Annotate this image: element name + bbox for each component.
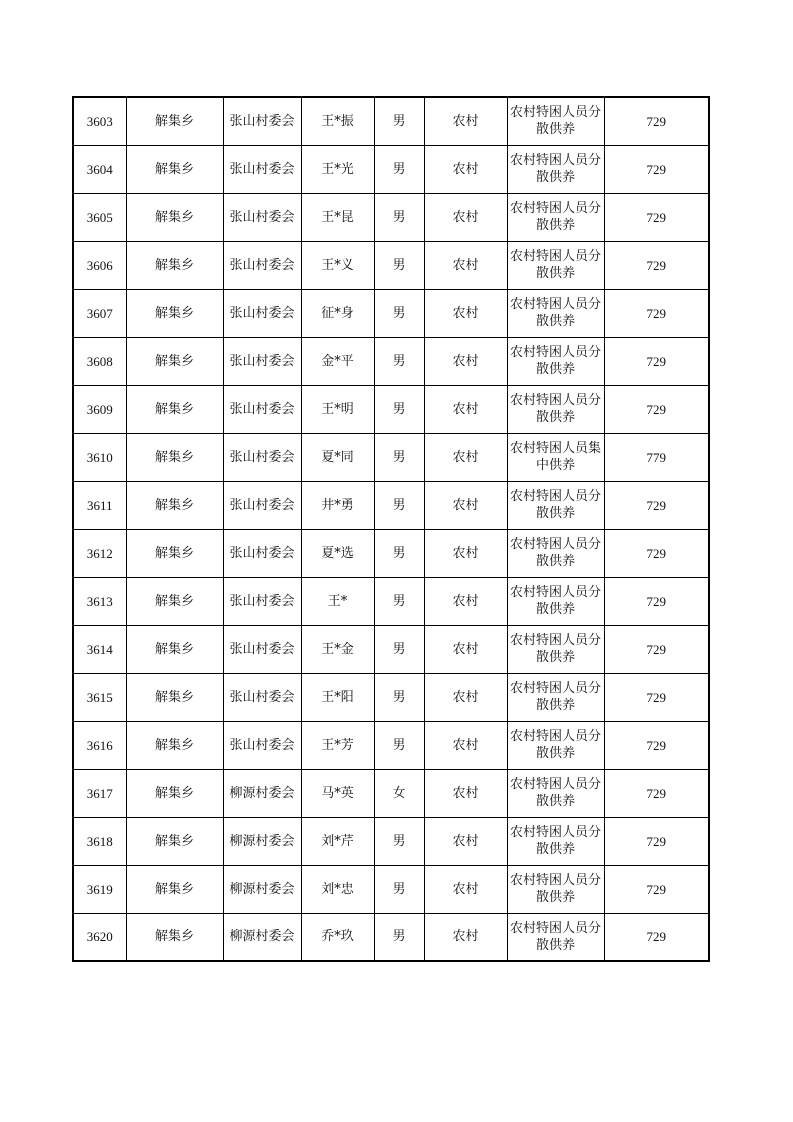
village-cell: 张山村委会: [223, 145, 301, 193]
amount-cell: 729: [604, 145, 709, 193]
row-number-cell: 3614: [73, 625, 126, 673]
amount-cell: 729: [604, 289, 709, 337]
area-type-cell: 农村: [424, 337, 507, 385]
table-row: [73, 241, 709, 289]
area-type-cell: 农村: [424, 913, 507, 961]
gender-cell: 男: [374, 481, 424, 529]
name-cell: 王*光: [301, 145, 374, 193]
gender-cell: 男: [374, 529, 424, 577]
gender-cell: 男: [374, 337, 424, 385]
amount-cell: 729: [604, 241, 709, 289]
township-cell: 解集乡: [126, 625, 223, 673]
table-row: [73, 433, 709, 481]
village-cell: 张山村委会: [223, 577, 301, 625]
area-type-cell: 农村: [424, 817, 507, 865]
table-row: [73, 385, 709, 433]
area-type-cell: 农村: [424, 97, 507, 145]
table-row: [73, 673, 709, 721]
village-cell: 柳源村委会: [223, 817, 301, 865]
name-cell: 刘*忠: [301, 865, 374, 913]
row-number-cell: 3603: [73, 97, 126, 145]
township-cell: 解集乡: [126, 337, 223, 385]
category-cell: 农村特困人员分散供养: [507, 769, 604, 817]
area-type-cell: 农村: [424, 145, 507, 193]
area-type-cell: 农村: [424, 385, 507, 433]
village-cell: 张山村委会: [223, 625, 301, 673]
table-row: [73, 289, 709, 337]
category-cell: 农村特困人员分散供养: [507, 913, 604, 961]
village-cell: 张山村委会: [223, 97, 301, 145]
township-cell: 解集乡: [126, 817, 223, 865]
table-body: [73, 97, 709, 961]
amount-cell: 729: [604, 385, 709, 433]
area-type-cell: 农村: [424, 433, 507, 481]
category-cell: 农村特困人员分散供养: [507, 721, 604, 769]
village-cell: 张山村委会: [223, 241, 301, 289]
table-row: [73, 625, 709, 673]
township-cell: 解集乡: [126, 865, 223, 913]
village-cell: 张山村委会: [223, 289, 301, 337]
table-row: [73, 721, 709, 769]
gender-cell: 女: [374, 769, 424, 817]
row-number-cell: 3609: [73, 385, 126, 433]
area-type-cell: 农村: [424, 193, 507, 241]
gender-cell: 男: [374, 97, 424, 145]
village-cell: 张山村委会: [223, 721, 301, 769]
row-number-cell: 3619: [73, 865, 126, 913]
amount-cell: 729: [604, 817, 709, 865]
gender-cell: 男: [374, 625, 424, 673]
name-cell: 王*明: [301, 385, 374, 433]
township-cell: 解集乡: [126, 241, 223, 289]
category-cell: 农村特困人员分散供养: [507, 625, 604, 673]
category-cell: 农村特困人员分散供养: [507, 577, 604, 625]
area-type-cell: 农村: [424, 721, 507, 769]
row-number-cell: 3611: [73, 481, 126, 529]
township-cell: 解集乡: [126, 289, 223, 337]
gender-cell: 男: [374, 721, 424, 769]
area-type-cell: 农村: [424, 481, 507, 529]
township-cell: 解集乡: [126, 385, 223, 433]
row-number-cell: 3613: [73, 577, 126, 625]
name-cell: 王*阳: [301, 673, 374, 721]
amount-cell: 729: [604, 673, 709, 721]
village-cell: 张山村委会: [223, 193, 301, 241]
category-cell: 农村特困人员分散供养: [507, 529, 604, 577]
area-type-cell: 农村: [424, 241, 507, 289]
name-cell: 王*芳: [301, 721, 374, 769]
row-number-cell: 3608: [73, 337, 126, 385]
township-cell: 解集乡: [126, 433, 223, 481]
name-cell: 王*振: [301, 97, 374, 145]
name-cell: 乔*玖: [301, 913, 374, 961]
table-row: [73, 97, 709, 145]
village-cell: 张山村委会: [223, 529, 301, 577]
table-row: [73, 913, 709, 961]
row-number-cell: 3620: [73, 913, 126, 961]
township-cell: 解集乡: [126, 913, 223, 961]
township-cell: 解集乡: [126, 721, 223, 769]
table-row: [73, 865, 709, 913]
village-cell: 张山村委会: [223, 385, 301, 433]
row-number-cell: 3606: [73, 241, 126, 289]
table-row: [73, 817, 709, 865]
records-table: [72, 96, 710, 962]
area-type-cell: 农村: [424, 769, 507, 817]
table-row: [73, 769, 709, 817]
area-type-cell: 农村: [424, 865, 507, 913]
category-cell: 农村特困人员分散供养: [507, 673, 604, 721]
name-cell: 王*: [301, 577, 374, 625]
township-cell: 解集乡: [126, 193, 223, 241]
amount-cell: 729: [604, 577, 709, 625]
township-cell: 解集乡: [126, 577, 223, 625]
row-number-cell: 3615: [73, 673, 126, 721]
name-cell: 王*昆: [301, 193, 374, 241]
category-cell: 农村特困人员分散供养: [507, 385, 604, 433]
amount-cell: 729: [604, 769, 709, 817]
area-type-cell: 农村: [424, 529, 507, 577]
table-row: [73, 193, 709, 241]
gender-cell: 男: [374, 193, 424, 241]
row-number-cell: 3607: [73, 289, 126, 337]
category-cell: 农村特困人员分散供养: [507, 817, 604, 865]
gender-cell: 男: [374, 145, 424, 193]
amount-cell: 729: [604, 481, 709, 529]
table-row: [73, 145, 709, 193]
township-cell: 解集乡: [126, 481, 223, 529]
area-type-cell: 农村: [424, 625, 507, 673]
gender-cell: 男: [374, 817, 424, 865]
table-row: [73, 481, 709, 529]
amount-cell: 729: [604, 865, 709, 913]
gender-cell: 男: [374, 673, 424, 721]
area-type-cell: 农村: [424, 289, 507, 337]
name-cell: 夏*同: [301, 433, 374, 481]
amount-cell: 729: [604, 721, 709, 769]
amount-cell: 729: [604, 529, 709, 577]
row-number-cell: 3618: [73, 817, 126, 865]
village-cell: 张山村委会: [223, 481, 301, 529]
category-cell: 农村特困人员分散供养: [507, 97, 604, 145]
gender-cell: 男: [374, 577, 424, 625]
category-cell: 农村特困人员分散供养: [507, 337, 604, 385]
amount-cell: 729: [604, 97, 709, 145]
area-type-cell: 农村: [424, 673, 507, 721]
name-cell: 征*身: [301, 289, 374, 337]
name-cell: 王*金: [301, 625, 374, 673]
amount-cell: 729: [604, 337, 709, 385]
table-row: [73, 529, 709, 577]
category-cell: 农村特困人员集中供养: [507, 433, 604, 481]
name-cell: 刘*芹: [301, 817, 374, 865]
name-cell: 王*义: [301, 241, 374, 289]
village-cell: 柳源村委会: [223, 913, 301, 961]
category-cell: 农村特困人员分散供养: [507, 145, 604, 193]
amount-cell: 779: [604, 433, 709, 481]
gender-cell: 男: [374, 289, 424, 337]
village-cell: 张山村委会: [223, 433, 301, 481]
township-cell: 解集乡: [126, 529, 223, 577]
name-cell: 金*平: [301, 337, 374, 385]
row-number-cell: 3617: [73, 769, 126, 817]
village-cell: 柳源村委会: [223, 769, 301, 817]
township-cell: 解集乡: [126, 673, 223, 721]
township-cell: 解集乡: [126, 145, 223, 193]
row-number-cell: 3612: [73, 529, 126, 577]
category-cell: 农村特困人员分散供养: [507, 865, 604, 913]
township-cell: 解集乡: [126, 97, 223, 145]
gender-cell: 男: [374, 385, 424, 433]
row-number-cell: 3610: [73, 433, 126, 481]
village-cell: 张山村委会: [223, 337, 301, 385]
amount-cell: 729: [604, 913, 709, 961]
row-number-cell: 3604: [73, 145, 126, 193]
row-number-cell: 3605: [73, 193, 126, 241]
gender-cell: 男: [374, 913, 424, 961]
amount-cell: 729: [604, 625, 709, 673]
name-cell: 马*英: [301, 769, 374, 817]
township-cell: 解集乡: [126, 769, 223, 817]
category-cell: 农村特困人员分散供养: [507, 193, 604, 241]
category-cell: 农村特困人员分散供养: [507, 481, 604, 529]
amount-cell: 729: [604, 193, 709, 241]
gender-cell: 男: [374, 865, 424, 913]
village-cell: 张山村委会: [223, 673, 301, 721]
village-cell: 柳源村委会: [223, 865, 301, 913]
category-cell: 农村特困人员分散供养: [507, 289, 604, 337]
table-row: [73, 337, 709, 385]
gender-cell: 男: [374, 241, 424, 289]
table-row: [73, 577, 709, 625]
row-number-cell: 3616: [73, 721, 126, 769]
category-cell: 农村特困人员分散供养: [507, 241, 604, 289]
name-cell: 夏*选: [301, 529, 374, 577]
area-type-cell: 农村: [424, 577, 507, 625]
gender-cell: 男: [374, 433, 424, 481]
name-cell: 井*勇: [301, 481, 374, 529]
